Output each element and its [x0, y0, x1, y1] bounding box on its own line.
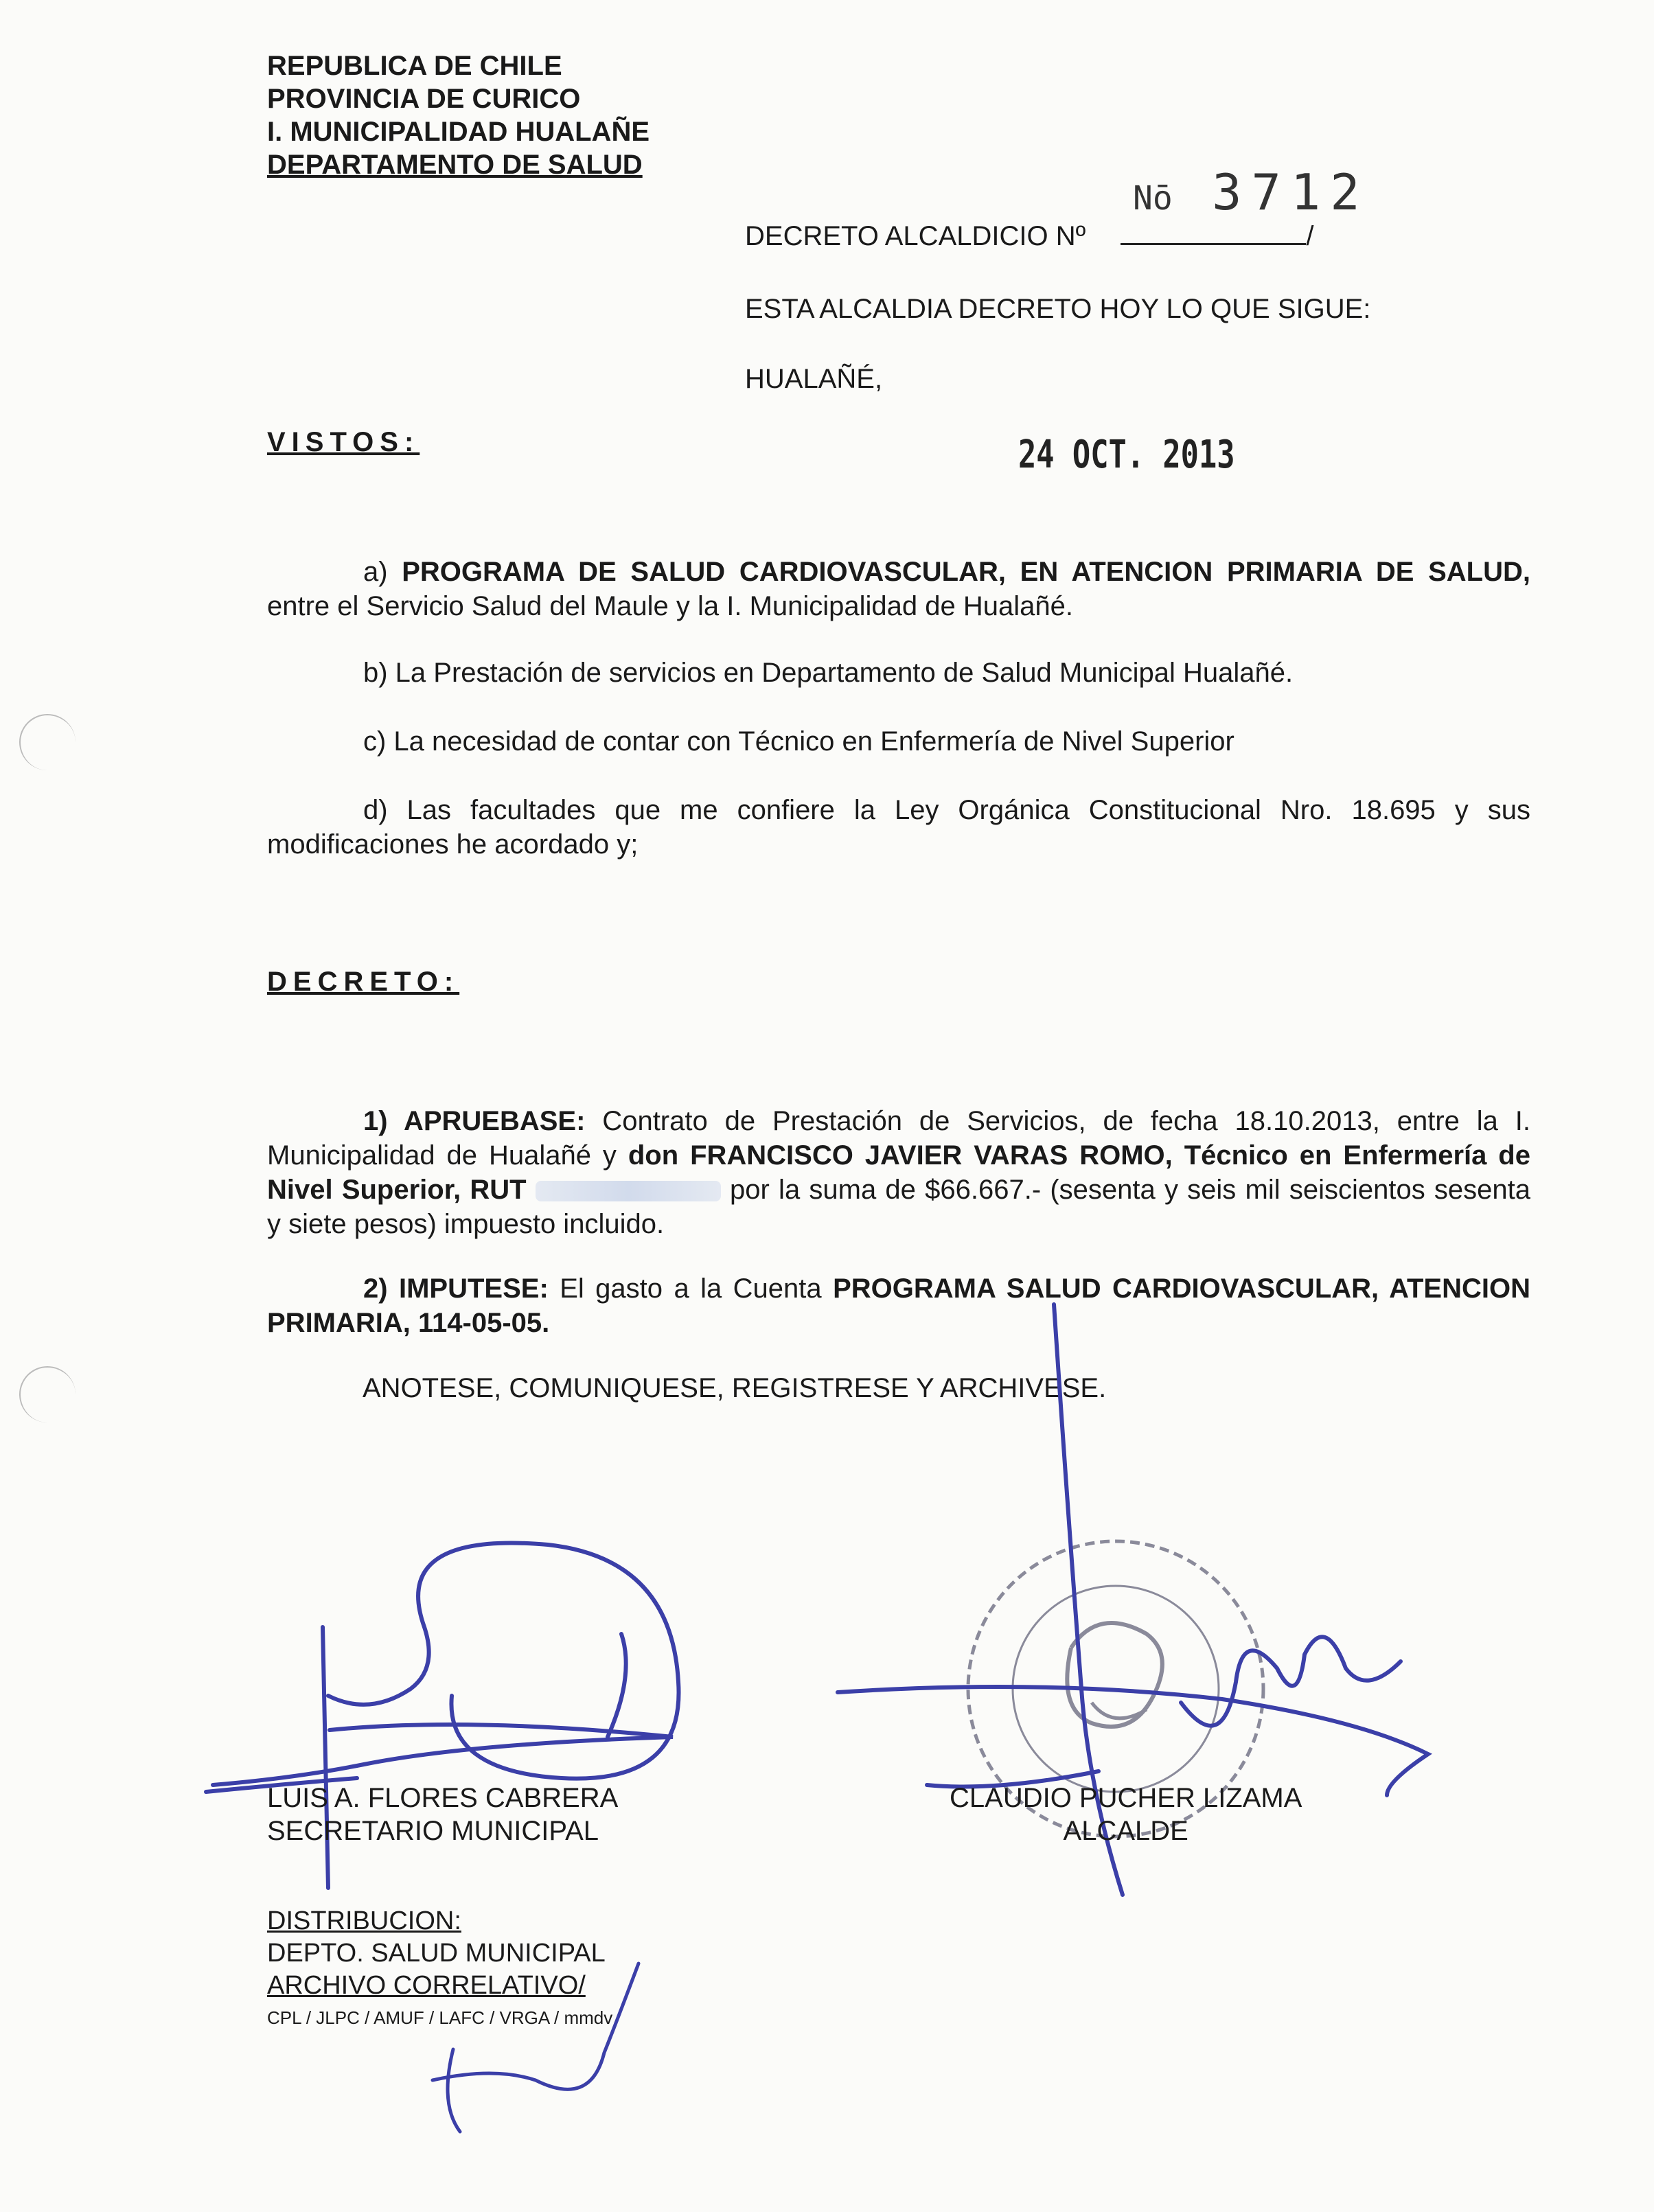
decreto-item-1 [267, 1104, 1530, 1241]
punch-hole-top [19, 714, 76, 770]
rut-redacted [536, 1181, 721, 1201]
vistos-item-b [267, 656, 1530, 690]
punch-hole-bottom [19, 1366, 76, 1422]
stamp-number-value: 3712 [1212, 163, 1370, 221]
decree-number-label: DECRETO ALCALDICIO Nº [745, 221, 1086, 251]
letterhead-republic: REPUBLICA DE CHILE [267, 51, 562, 81]
item1-text-b: por la suma de $66.667.- (sesenta y seis mil seiscientos sesenta y siete pesos) impuesto incluido. [267, 1175, 1530, 1239]
item1-label: 1) APRUEBASE: [363, 1106, 586, 1136]
date-stamp: 24 OCT. 2013 [1018, 433, 1235, 477]
decree-number-stamp [1133, 163, 1370, 221]
mayor-signature-block [950, 1782, 1302, 1847]
stamp-number-prefix: Nō [1133, 179, 1173, 218]
decree-number-blank [1121, 222, 1306, 245]
decree-number-slash: / [1306, 221, 1314, 251]
vistos-item-a [267, 555, 1530, 623]
vistos-d-text: d) Las facultades que me confiere la Ley Orgánica Constitucional Nro. 18.695 y sus modificaciones he acordado y; [267, 795, 1530, 860]
item2-label: 2) IMPUTESE: [363, 1274, 549, 1304]
letterhead-province: PROVINCIA DE CURICO [267, 84, 581, 114]
decree-intro: ESTA ALCALDIA DECRETO HOY LO QUE SIGUE: [745, 294, 1371, 324]
secretary-title: SECRETARIO MUNICIPAL [267, 1816, 599, 1846]
decree-number-line [745, 221, 1313, 252]
vistos-a-prefix: a) [363, 557, 402, 587]
decreto-heading: DECRETO: [267, 967, 460, 997]
mayor-name: CLAUDIO PUCHER LIZAMA [950, 1783, 1302, 1813]
item1-bold: don FRANCISCO JAVIER VARAS ROMO, Técnico en Enfermería de Nivel Superior, RUT [267, 1140, 1530, 1205]
vistos-a-bold: PROGRAMA DE SALUD CARDIOVASCULAR, EN ATENCION PRIMARIA DE SALUD, [402, 557, 1531, 587]
closing-formula: ANOTESE, COMUNIQUESE, REGISTRESE Y ARCHIVESE. [363, 1373, 1107, 1403]
distribution-block [267, 1905, 612, 2034]
distribution-line-1: DEPTO. SALUD MUNICIPAL [267, 1939, 606, 1968]
item2-text: El gasto a la Cuenta [548, 1274, 834, 1304]
vistos-c-text: c) La necesidad de contar con Técnico en Enfermería de Nivel Superior [363, 726, 1234, 757]
item2-bold: PROGRAMA SALUD CARDIOVASCULAR, ATENCION PRIMARIA, 114-05-05. [267, 1274, 1530, 1338]
vistos-b-text: b) La Prestación de servicios en Departamento de Salud Municipal Hualañé. [363, 658, 1294, 688]
vistos-item-c [267, 724, 1530, 759]
distribution-initials: CPL / JLPC / AMUF / LAFC / VRGA / mmdv [267, 2007, 613, 2028]
distribution-line-2: ARCHIVO CORRELATIVO/ [267, 1971, 586, 2000]
decreto-item-2 [267, 1271, 1530, 1340]
item1-text-a: Contrato de Prestación de Servicios, de fecha 18.10.2013, entre la I. Municipalidad de Hualañé y [267, 1106, 1530, 1171]
vistos-item-d [267, 793, 1530, 862]
secretary-signature-block [267, 1782, 618, 1847]
decree-place: HUALAÑÉ, [745, 364, 883, 394]
letterhead-municipality: I. MUNICIPALIDAD HUALAÑE [267, 117, 650, 147]
letterhead-department: DEPARTAMENTO DE SALUD [267, 150, 643, 180]
secretary-name: LUIS A. FLORES CABRERA [267, 1783, 619, 1813]
vistos-a-rest: entre el Servicio Salud del Maule y la I. Municipalidad de Hualañé. [267, 591, 1074, 621]
vistos-heading: VISTOS: [267, 427, 420, 457]
mayor-title: ALCALDE [1063, 1816, 1188, 1846]
letterhead [267, 49, 650, 181]
distribution-heading: DISTRIBUCION: [267, 1906, 461, 1935]
